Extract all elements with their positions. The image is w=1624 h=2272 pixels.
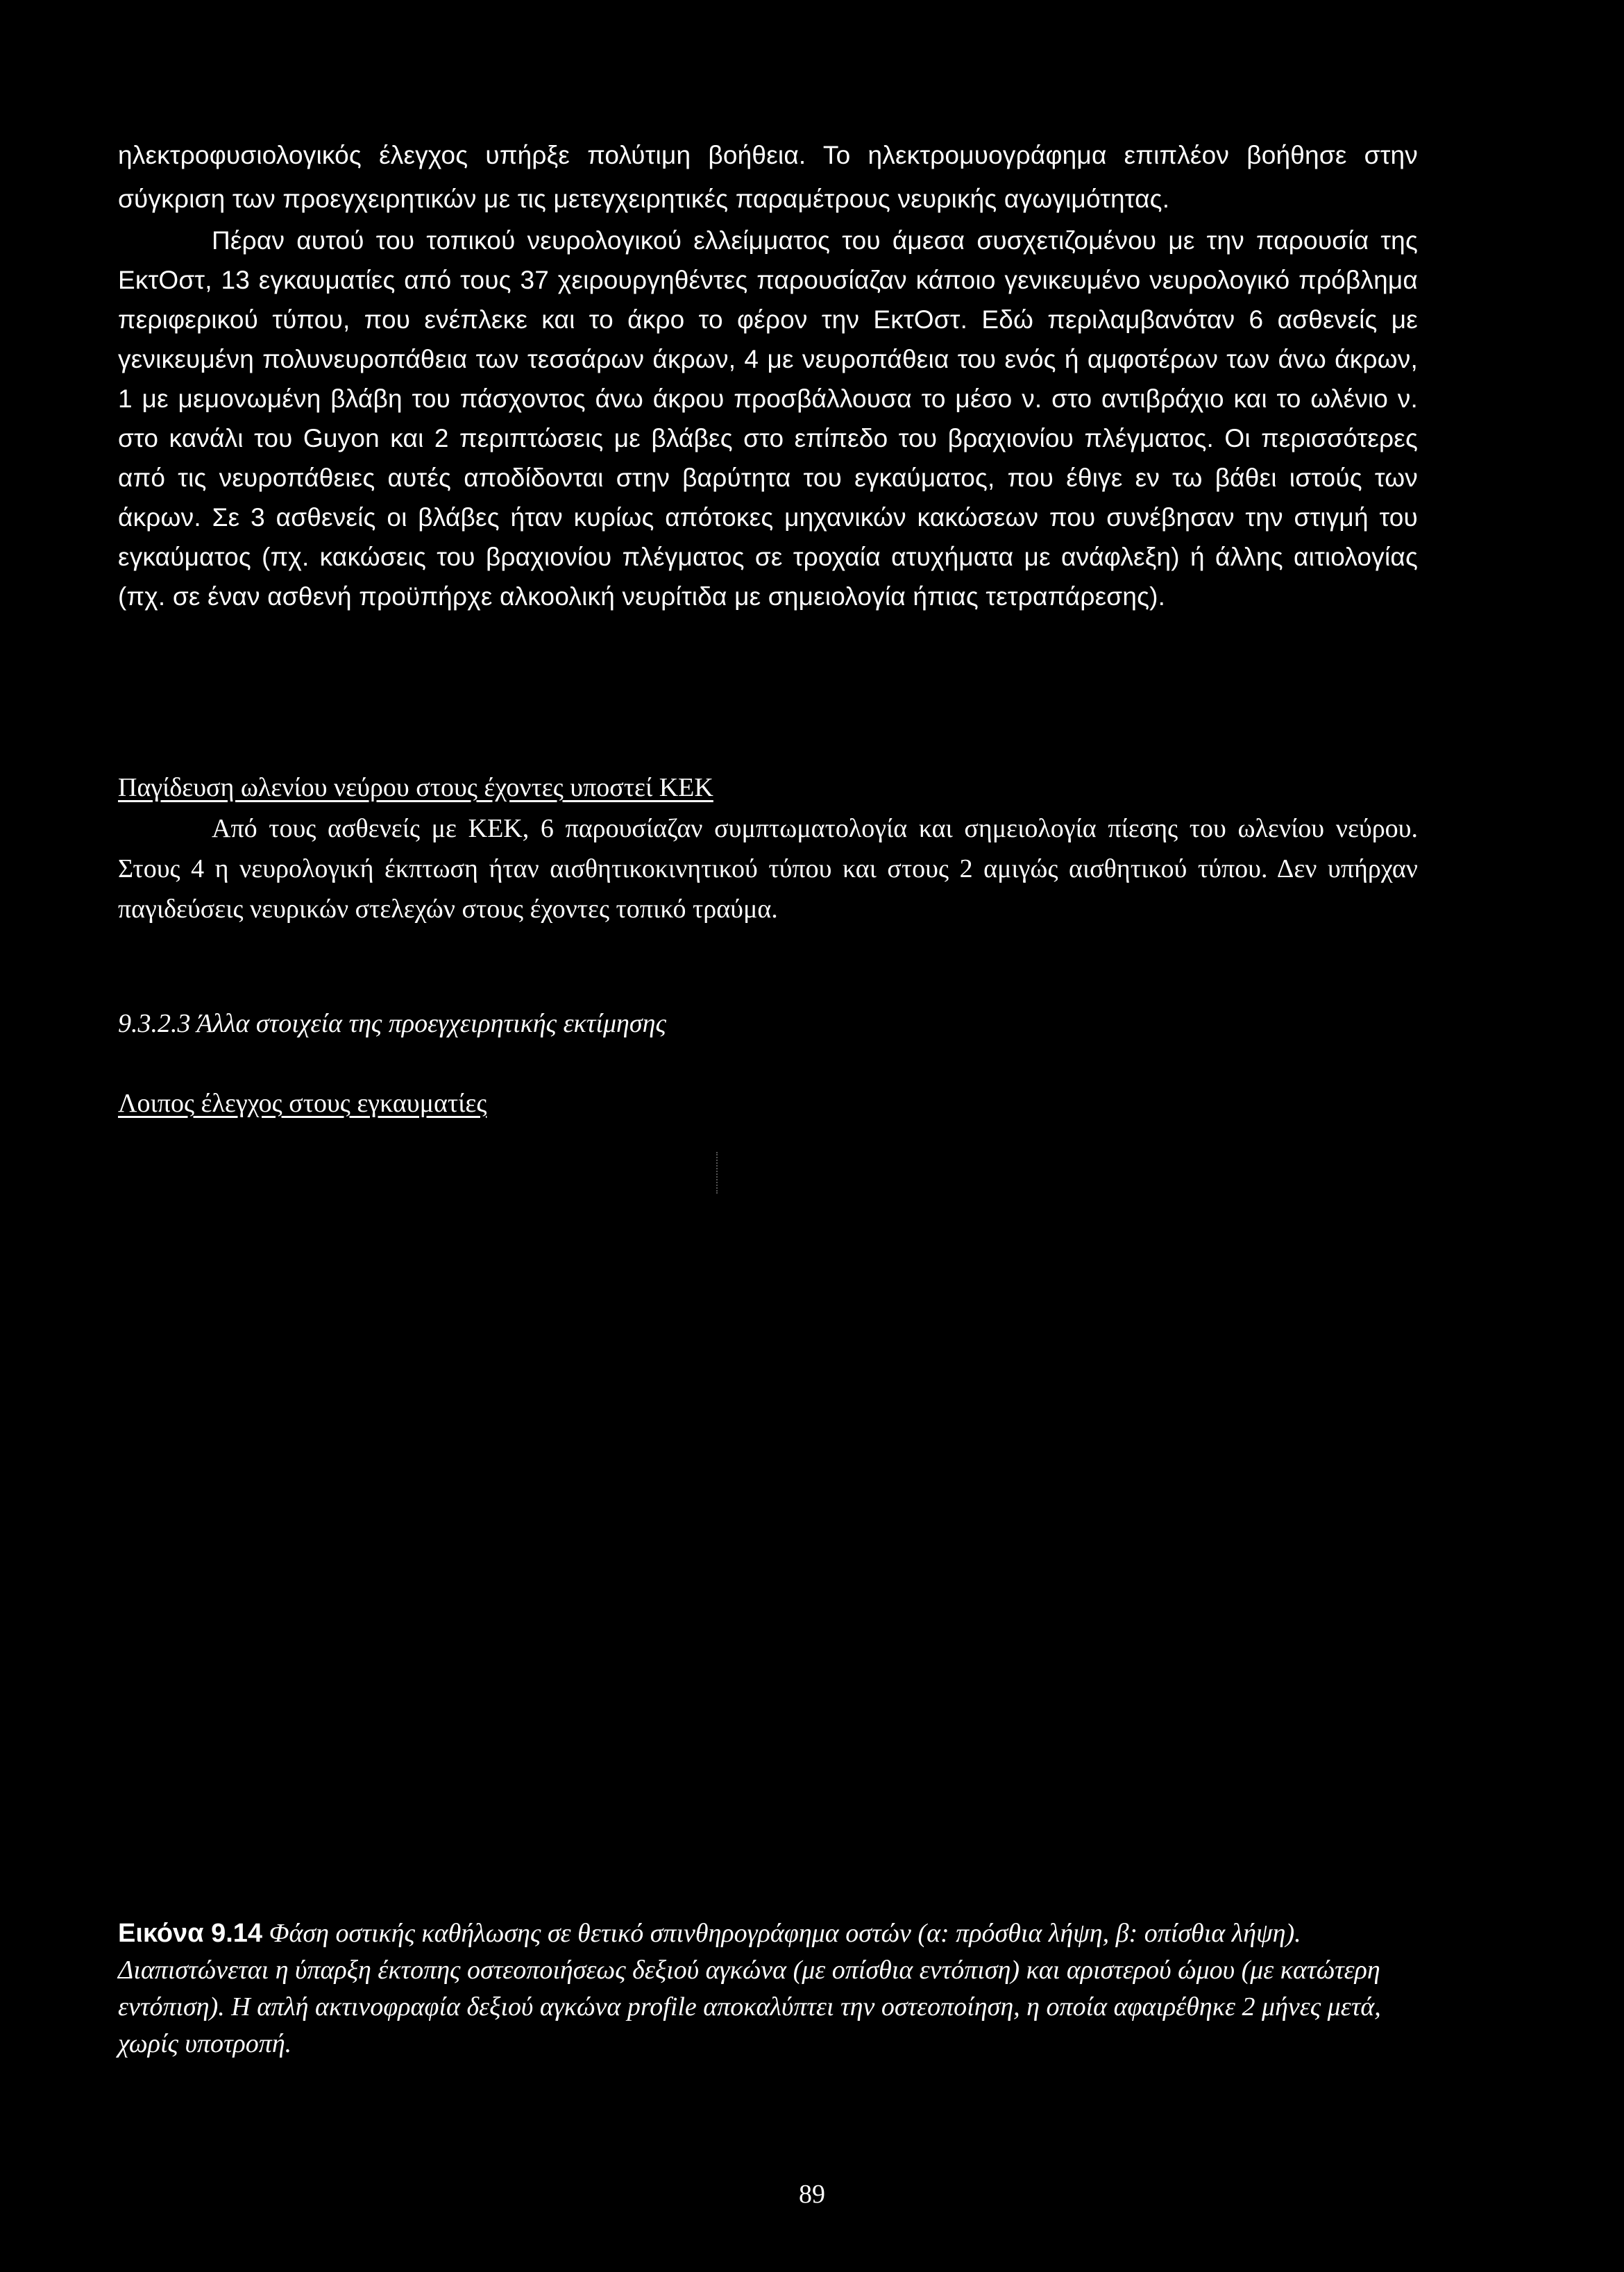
heading-ulnar-entrapment: Παγίδευση ωλενίου νεύρου στους έχοντες υποστεί ΚΕΚ <box>118 773 713 802</box>
paragraph-neurological-deficit-lead: Πέραν αυτού του τοπικού νευρολογικού ελλείμματος του άμεσα συσχετιζομένου με την παρουσία της ΕκτΟστ, 13 εγκαυματίες από τους 37 χειρουργηθέντες παρουσίαζαν κάποιο γενικευμένο νευρολογικό πρόβλημα περιφερικού τύπου, που ενέπλεκε και το άκρο το φέρον την ΕκτΟστ. <box>118 226 1418 334</box>
figure-caption-text: Φάση οστικής καθήλωσης σε θετικό σπινθηρογράφημα οστών (α: πρόσθια λήψη, β: οπίσθια λήψη). Διαπιστώνεται η ύπαρξη έκτοπης οστεοποιήσεως δεξιού αγκώνα (με οπίσθια εντόπιση) και αριστερού ώμου (με κατώτερη εντόπιση). Η απλή ακτινοφραφία δεξιού αγκώνα profile αποκαλύπτει την οστεοποίηση, η οποία αφαιρέθηκε 2 μήνες μετά, χωρίς υποτροπή. <box>118 1919 1381 2058</box>
page-number: 89 <box>799 2180 825 2209</box>
paragraph-neurological-deficit <box>118 221 1418 616</box>
figure-label: Εικόνα 9.14 <box>118 1919 263 1948</box>
figure-image <box>118 1152 1418 1908</box>
figure-divider-mark <box>716 1152 719 1194</box>
paragraph-neurological-deficit-details: Εδώ περιλαμβανόταν 6 ασθενείς με γενικευμένη πολυνευροπάθεια των τεσσάρων άκρων, 4 με νευροπάθεια του ενός ή αμφοτέρων των άνω άκρων, 1 με μεμονωμένη βλάβη του πάσχοντος άνω άκρου προσβάλλουσα το μέσο ν. στο αντιβράχιο και το ωλένιο ν. στο κανάλι του Guyon και 2 περιπτώσεις με βλάβες στο επίπεδο του βραχιονίου πλέγματος. Οι περισσότερες από τις νευροπάθειες αυτές αποδίδονται στην βαρύτητα του εγκαύματος, που έθιγε εν τω βάθει ιστούς των άκρων. Σε 3 ασθενείς οι βλάβες ήταν κυρίως απότοκες μηχανικών κακώσεων που συνέβησαν την στιγμή του εγκαύματος (πχ. κακώσεις του βραχιονίου πλέγματος σε τροχαία ατυχήματα με ανάφλεξη) ή άλλης αιτιολογίας (πχ. σε έναν ασθενή προϋπήρχε αλκοολική νευρίτιδα με σημειολογία ήπιας τετραπάρεσης). <box>118 305 1418 611</box>
figure-caption <box>118 1915 1418 2062</box>
paragraph-ulnar-entrapment: Από τους ασθενείς με ΚΕΚ, 6 παρουσίαζαν συμπτωματολογία και σημειολογία πίεσης του ωλενίου νεύρου. Στους 4 η νευρολογική έκπτωση ήταν αισθητικοκινητικού τύπου και στους 2 αμιγώς αισθητικού τύπου. Δεν υπήρχαν παγιδεύσεις νευρικών στελεχών στους έχοντες τοπικό τραύμα. <box>118 814 1418 924</box>
heading-other-tests: Λοιπος έλεγχος στους εγκαυματίες <box>118 1089 487 1118</box>
subsection-title: 9.3.2.3 Άλλα στοιχεία της προεγχειρητικής εκτίμησης <box>118 1009 666 1038</box>
paragraph-continuation: ηλεκτροφυσιολογικός έλεγχος υπήρξε πολύτιμη βοήθεια. Το ηλεκτρομυογράφημα επιπλέον βοήθησε στην σύγκριση των προεγχειρητικών με τις μετεγχειρητικές παραμέτρους νευρικής αγωγιμότητας. <box>118 141 1418 213</box>
